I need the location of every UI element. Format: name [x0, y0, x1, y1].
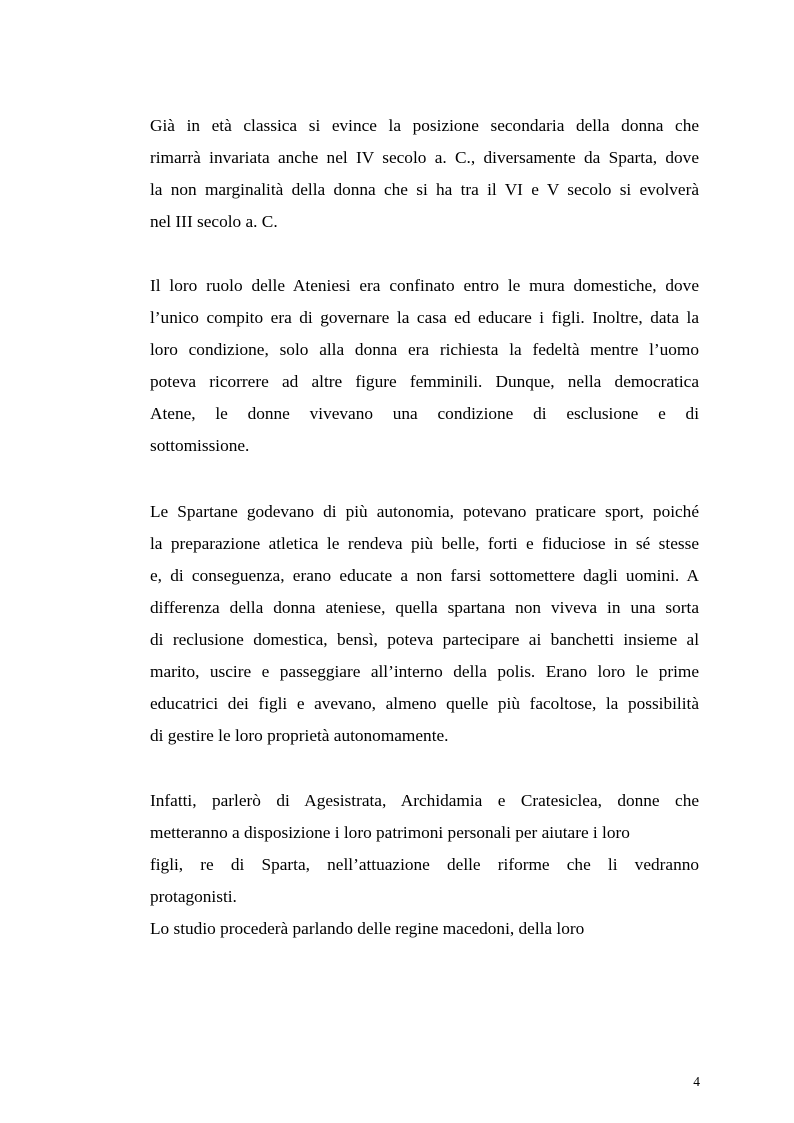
text-line: la preparazione atletica le rendeva più belle, forti e fiduciose in sé stesse	[150, 534, 699, 553]
text-line: nel III secolo a. C.	[150, 212, 278, 231]
text-line: Lo studio procederà parlando delle regine macedoni, della loro	[150, 919, 585, 938]
text-line: figli, re di Sparta, nell’attuazione delle riforme che li vedranno	[150, 855, 699, 874]
text-line: metteranno a disposizione i loro patrimoni personali per aiutare i loro	[150, 823, 630, 842]
text-line: di gestire le loro proprietà autonomamente.	[150, 726, 449, 745]
text-line: marito, uscire e passeggiare all’interno della polis. Erano loro le prime	[150, 662, 699, 681]
paragraph-2	[150, 270, 699, 462]
text-line: protagonisti.	[150, 887, 237, 906]
text-line: l’unico compito era di governare la casa ed educare i figli. Inoltre, data la	[150, 308, 699, 327]
text-line: di reclusione domestica, bensì, poteva partecipare ai banchetti insieme al	[150, 630, 699, 649]
paragraph-1	[150, 110, 699, 238]
text-line: Il loro ruolo delle Ateniesi era confinato entro le mura domestiche, dove	[150, 276, 699, 295]
text-line: loro condizione, solo alla donna era richiesta la fedeltà mentre l’uomo	[150, 340, 699, 359]
paragraph-4	[150, 785, 699, 945]
text-line: Atene, le donne vivevano una condizione di esclusione e di	[150, 404, 699, 423]
text-line: e, di conseguenza, erano educate a non farsi sottomettere dagli uomini. A	[150, 566, 699, 585]
page-number: 4	[693, 1074, 700, 1089]
paragraph-3	[150, 496, 699, 752]
text-line: educatrici dei figli e avevano, almeno quelle più facoltose, la possibilità	[150, 694, 699, 713]
text-line: Già in età classica si evince la posizione secondaria della donna che	[150, 116, 699, 135]
text-line: sottomissione.	[150, 436, 250, 455]
text-line: rimarrà invariata anche nel IV secolo a. C., diversamente da Sparta, dove	[150, 148, 699, 167]
text-line: la non marginalità della donna che si ha tra il VI e V secolo si evolverà	[150, 180, 699, 199]
text-line: poteva ricorrere ad altre figure femminili. Dunque, nella democratica	[150, 372, 699, 391]
text-line: Le Spartane godevano di più autonomia, potevano praticare sport, poiché	[150, 502, 699, 521]
text-line: differenza della donna ateniese, quella spartana non viveva in una sorta	[150, 598, 699, 617]
text-line: Infatti, parlerò di Agesistrata, Archidamia e Cratesiclea, donne che	[150, 791, 699, 810]
